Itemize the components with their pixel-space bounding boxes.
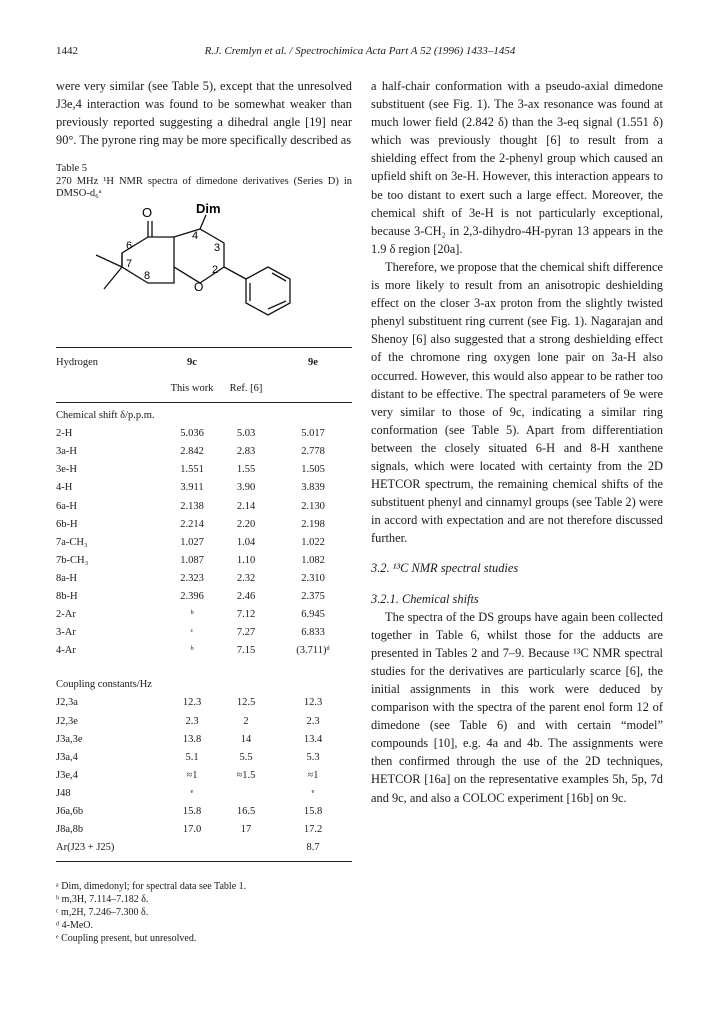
table-row (56, 731, 352, 749)
carbonyl-o-label: O (142, 204, 153, 220)
col-this-work: This work (170, 382, 214, 394)
table-row (56, 606, 352, 624)
row-label: 3-Ar (56, 627, 76, 639)
table-row (56, 588, 352, 606)
atom-2: 2 (212, 263, 219, 276)
section-coupling-constants: Coupling constants/Hz (56, 679, 152, 691)
cell-value: 2.842 (180, 446, 204, 458)
table-footnotes (56, 880, 352, 945)
atom-4: 4 (192, 229, 199, 242)
row-label: J2,3e (56, 715, 78, 727)
cell-value: 14 (240, 733, 252, 745)
table-row (56, 534, 352, 552)
table-caption (56, 163, 352, 201)
table-row (56, 749, 352, 767)
cell-value: 2.130 (301, 500, 325, 512)
table-subheader-row (56, 380, 352, 398)
row-label: J3a,3e (56, 733, 83, 745)
ring-o-label: O (194, 279, 204, 294)
row-label: 4-Ar (56, 645, 76, 657)
cell-value: ᵇ (190, 609, 194, 621)
right-column (371, 77, 663, 807)
cell-value: 2.214 (180, 518, 204, 530)
table-row (56, 443, 352, 461)
cell-value: 5.036 (180, 428, 204, 440)
cell-value: 2.46 (236, 591, 256, 602)
section-chemical-shift: Chemical shift δ/p.p.m. (56, 410, 155, 422)
footnote: ᵃ Dim, dimedonyl; for spectral data see Table 1. (56, 881, 247, 893)
row-label: 3e-H (56, 464, 77, 476)
cell-value: 2.375 (301, 591, 325, 602)
right-paragraph-1: a half-chair conformation with a pseudo-axial dimedone substituent (see Fig. 1). The 3-ax resonance was found at much lower field (2.842 δ) than the 3-eq signal (1.551 δ) which was previously thought [6] to result from a shielding effect from the 2-phenyl group which caused an upfield shift on 3e-H. However, this interaction appears to be too distant to exert such a large effect. Moreover, the chemical shift of 3e-H is not particularly exceptional, because 3-CH₂ in 2,3-dihydro-4H-pyran 13 appears in the 1.9 δ region [20a]. (371, 79, 663, 256)
col-hydrogen: Hydrogen (56, 356, 98, 368)
cell-value: 13.8 (182, 733, 202, 745)
cell-value: 1.505 (301, 464, 325, 476)
row-label: 3a-H (56, 446, 77, 458)
cell-value: ᵇ (190, 645, 194, 657)
cell-value: 12.5 (236, 697, 256, 709)
row-label: 2-H (56, 428, 73, 440)
table-row (56, 803, 352, 821)
cell-value: 2.778 (301, 446, 325, 458)
cell-value: 5.5 (239, 751, 253, 763)
cell-value: 2.14 (236, 500, 256, 512)
cell-value: 1.082 (301, 554, 325, 566)
row-label: 7b-CH₃ (56, 554, 89, 566)
cell-value: 2.3 (185, 715, 199, 727)
row-label: J3a,4 (56, 751, 78, 763)
cell-value: 2.3 (306, 715, 320, 727)
journal-citation: R.J. Cremlyn et al. / Spectrochimica Acta Part A 52 (1996) 1433–1454 (204, 45, 516, 57)
cell-value: 12.3 (182, 697, 202, 709)
table-row (56, 479, 352, 497)
table-row (56, 552, 352, 570)
row-label: 6b-H (56, 518, 78, 530)
cell-value: 15.8 (303, 806, 323, 818)
cell-value: 6.833 (301, 627, 325, 639)
row-label: J3e,4 (56, 769, 78, 781)
cell-value: 3.911 (180, 482, 204, 494)
footnote: ᵉ Coupling present, but unresolved. (56, 933, 197, 945)
cell-value: 7.12 (236, 609, 256, 621)
cell-value: 5.1 (185, 751, 199, 763)
row-label: 2-Ar (56, 609, 76, 621)
subsection-heading: 3.2.1. Chemical shifts (371, 591, 479, 606)
cell-value: 1.022 (301, 536, 325, 548)
cell-value: 7.27 (236, 627, 256, 639)
cell-value: 7.15 (236, 645, 256, 657)
row-label: J6a,6b (56, 806, 84, 818)
right-paragraph-3: The spectra of the DS groups have again been collected together in Table 6, whilst those for the adducts are presented in Tables 2 and 7–9. Because ¹³C NMR spectral studies for the derivatives are particularly scarce [6], the initial assignments in this work were deduced by comparison with the spectra of the parent enol form 12 of dimedone (see Table 6) and with certain “model” compounds [10], e.g. 4a and 4b. The assignments were then confirmed through the use of the 2D techniques, HETCOR [16a] on the representative examples 5h, 5p, 7d and 9c, and also a COLOC experiment [16b] on 9c. (371, 609, 663, 805)
table-row (56, 767, 352, 785)
cell-value: 15.8 (182, 806, 202, 818)
cell-value: 1.027 (180, 536, 204, 548)
footnote: ᵈ 4-MeO. (56, 920, 93, 932)
cell-value: ≈1 (186, 769, 198, 781)
table-row (56, 785, 352, 803)
cell-value: 12.3 (303, 697, 323, 709)
cell-value: 17 (240, 824, 252, 836)
cell-value: 2.20 (236, 518, 256, 530)
table-row (56, 694, 352, 712)
cell-value: 2.83 (236, 446, 256, 458)
table-row (56, 821, 352, 839)
dim-label: Dim (196, 202, 221, 216)
table-description: 270 MHz ¹H NMR spectra of dimedone derivatives (Series D) in DMSO-d₆ᵃ (56, 175, 352, 200)
cell-value: 2.396 (180, 591, 204, 602)
cell-value: ≈1 (307, 769, 319, 781)
section-heading: 3.2. ¹³C NMR spectral studies (371, 561, 519, 576)
table-row (56, 642, 352, 660)
atom-6: 6 (126, 239, 133, 252)
table-row (56, 498, 352, 516)
table-row (56, 461, 352, 479)
col-9c: 9c (187, 356, 197, 368)
cell-value: 1.10 (236, 554, 256, 566)
atom-8: 8 (144, 269, 151, 282)
cell-value: 5.03 (236, 428, 256, 440)
table-row (56, 839, 352, 857)
cell-value: 5.3 (306, 751, 320, 763)
row-label: J8a,8b (56, 824, 84, 836)
right-paragraph-2: Therefore, we propose that the chemical shift difference is more likely to result from an anisotropic deshielding effect on the closer 3-ax proton from the slightly twisted phenyl substituent ring current (see Fig. 1). Nagarajan and Shenoy [6] also suggested that a strong deshielding effect of the chromone ring oxygen lone pair on 3a-H also occurred. However, this would also appear to be rather too distant to be effective. The spectral parameters of 9e were very similar to those of 9c, indicating a similar ring conformation (see Table 5). Apart from differentiation between the closely situated 6-H and 8-H xanthene signals, which were located with certainty from the 2D HETCOR spectrum, the remaining chemical shifts of the substituent phenyl and cinnamyl groups (see Table 2) were in accord with expectation and are not therefore discussed further. (371, 259, 663, 546)
row-label: 4-H (56, 482, 73, 494)
cell-value: 1.55 (236, 464, 256, 476)
left-paragraph: were very similar (see Table 5), except that the unresolved J3e,4 interaction was found to be somewhat weaker than previously reported suggesting a dihedral angle [19] near 90°. The pyrone ring may be more specifically described as (56, 79, 352, 148)
row-label: 8a-H (56, 572, 77, 584)
cell-value: ᵉ (311, 787, 315, 799)
cell-value: 2.32 (236, 572, 256, 584)
cell-value: ≈1.5 (236, 769, 256, 781)
row-label: Ar(J23 + J25) (56, 842, 115, 854)
footnote: ᶜ m,2H, 7.246–7.300 δ. (56, 907, 149, 919)
cell-value: 2.310 (301, 572, 325, 584)
chemical-structure (56, 203, 352, 333)
cell-value: 13.4 (303, 733, 323, 745)
cell-value: 2 (243, 715, 249, 727)
cell-value: ᵉ (190, 787, 194, 799)
cell-value: 6.945 (301, 609, 325, 621)
cell-value: 5.017 (301, 428, 325, 440)
table-row (56, 624, 352, 642)
cell-value (166, 839, 218, 857)
cell-value: 2.323 (180, 572, 204, 584)
page-number: 1442 (56, 45, 78, 57)
cell-value: 3.839 (301, 482, 325, 494)
cell-value: ᶜ (190, 627, 194, 639)
row-label: 7a-CH₃ (56, 536, 88, 548)
cell-value: (3.711)ᵈ (296, 645, 330, 657)
cell-value (218, 785, 274, 803)
cell-value: 2.198 (301, 518, 325, 530)
cell-value: 1.04 (236, 536, 256, 548)
footnote: ᵇ m,3H, 7.114–7.182 δ. (56, 894, 149, 906)
table-row (56, 713, 352, 731)
cell-value: 3.90 (236, 482, 256, 494)
cell-value: 16.5 (236, 806, 256, 818)
cell-value: 17.0 (182, 824, 202, 836)
nmr-table (56, 347, 352, 868)
table-row (56, 570, 352, 588)
cell-value: 8.7 (306, 842, 320, 854)
atom-7: 7 (126, 257, 133, 270)
atom-3: 3 (214, 241, 221, 254)
table-title: Table 5 (56, 163, 88, 175)
table-row (56, 425, 352, 443)
cell-value: 17.2 (303, 824, 323, 836)
col-ref: Ref. [6] (229, 382, 263, 394)
cell-value: 1.087 (180, 554, 204, 566)
row-label: 6a-H (56, 500, 77, 512)
cell-value (218, 839, 274, 857)
col-9e: 9e (308, 356, 318, 368)
row-label: J48 (56, 787, 71, 799)
table-row (56, 516, 352, 534)
cell-value: 2.138 (180, 500, 204, 512)
cell-value: 1.551 (180, 464, 204, 476)
left-column (56, 77, 352, 945)
row-label: J2,3a (56, 697, 78, 709)
table-header-row (56, 354, 352, 372)
row-label: 8b-H (56, 591, 78, 602)
